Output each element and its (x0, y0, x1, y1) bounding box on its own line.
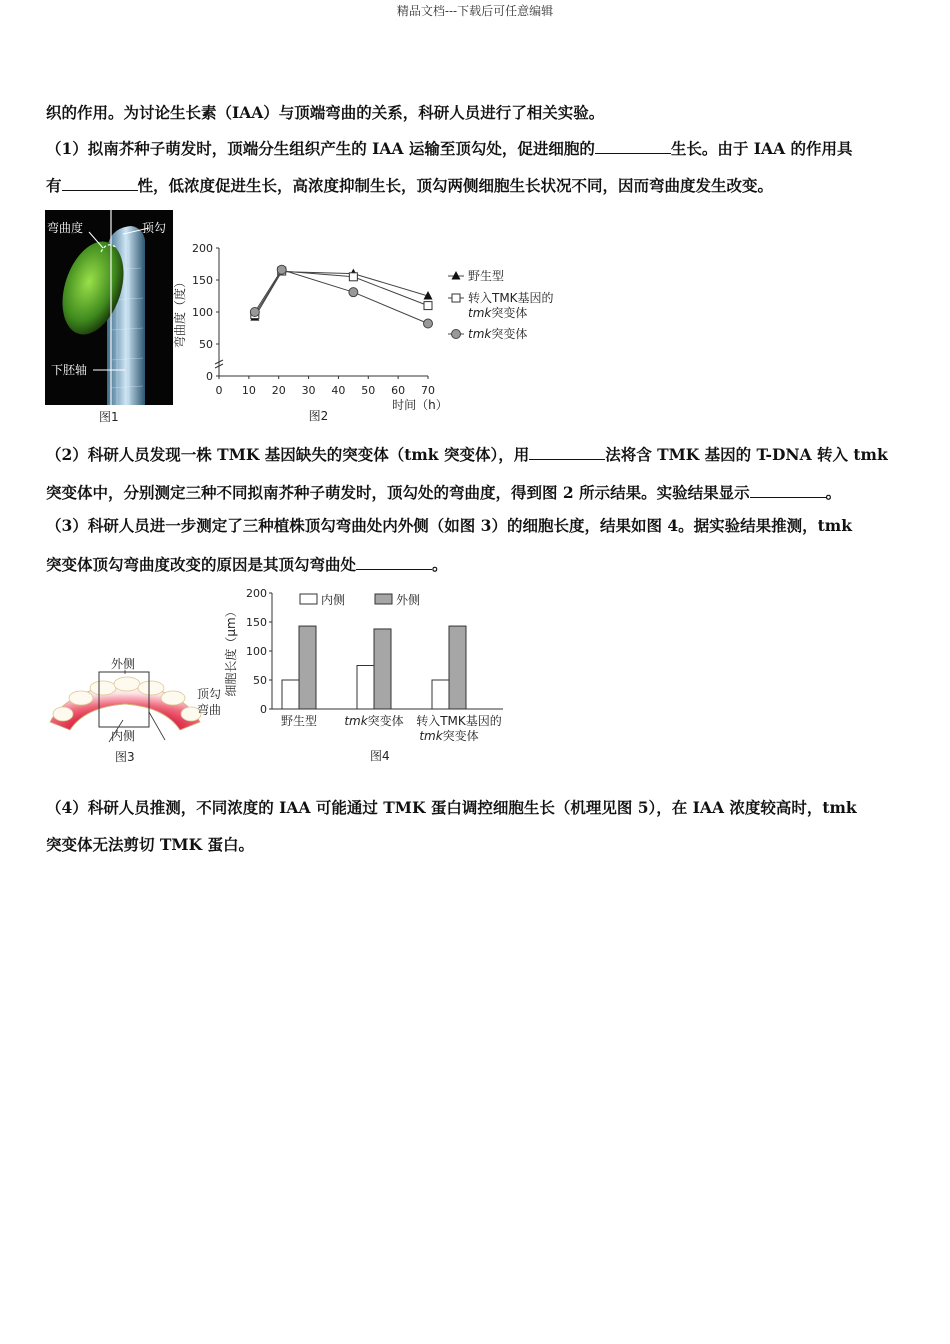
question-3-line-2 (46, 553, 906, 576)
q3-text-b: 突变体顶勾弯曲度改变的原因是其顶勾弯曲处 (46, 555, 357, 574)
figure-3-caption: 图3 (115, 750, 135, 764)
y-tick-label: 200 (246, 587, 267, 600)
data-point-square (349, 273, 357, 281)
figure-3 (45, 652, 235, 762)
x-tick-label: 70 (421, 384, 435, 397)
data-point-circle (250, 308, 259, 317)
q2-blank-1[interactable] (529, 443, 605, 460)
question-1-line-1 (46, 137, 906, 160)
hook-cell-diagram (45, 652, 235, 762)
x-tick-label: 50 (361, 384, 376, 397)
y-tick-label: 200 (192, 242, 213, 255)
legend-label: tmk突变体 (468, 327, 528, 341)
category-label: tmk突变体 (344, 714, 404, 728)
q3-blank-1[interactable] (356, 553, 432, 570)
label-curvature: 弯曲度 (47, 221, 84, 235)
legend-marker-triangle (452, 271, 461, 280)
y-tick-label: 0 (206, 370, 213, 383)
label-hook-line-2: 弯曲 (197, 703, 222, 717)
bar-outer (374, 629, 391, 709)
y-axis-label: 弯曲度（度） (173, 275, 187, 349)
legend-label: 外侧 (396, 593, 421, 607)
bar-inner (357, 666, 374, 710)
label-hook-line-1: 顶勾 (197, 687, 222, 701)
bending-line-chart (170, 236, 580, 426)
question-4-line-2: 突变体无法剪切 TMK 蛋白。 (46, 835, 254, 854)
page-header: 精品文档---下载后可任意编辑 (396, 4, 554, 18)
question-4-line-1: （4）科研人员推测，不同浓度的 IAA 可能通过 TMK 蛋白调控细胞生长（机理见图 5），在 IAA 浓度较高时，tmk (46, 798, 857, 817)
bar-inner (432, 680, 449, 709)
y-axis-label: 细胞长度（μm） (224, 605, 238, 697)
legend-marker-circle (452, 330, 461, 339)
y-tick-label: 0 (260, 703, 267, 716)
legend-marker-square (452, 294, 460, 302)
question-3-line-1: （3）科研人员进一步测定了三种植株顶勾弯曲处内外侧（如图 3）的细胞长度，结果如图 4。据实验结果推测，tmk (46, 516, 852, 535)
figure-4-caption: 图4 (370, 749, 390, 763)
series-line-2 (255, 270, 428, 324)
y-tick-label: 150 (192, 274, 213, 287)
series-line-0 (255, 272, 428, 317)
bar-outer (299, 626, 316, 709)
category-label-line-2: tmk突变体 (419, 729, 479, 743)
series-line-1 (255, 271, 428, 315)
bar-outer (449, 626, 466, 709)
x-axis-label: 时间（h） (392, 398, 448, 412)
legend-swatch-inner (300, 594, 317, 604)
q1-text-c: 有 (46, 176, 62, 195)
figure-1 (45, 210, 173, 405)
data-point-square (424, 302, 432, 310)
q2-text-a: （2）科研人员发现一株 TMK 基因缺失的突变体（tmk 突变体），用 (46, 445, 530, 464)
q2-blank-2[interactable] (750, 481, 826, 498)
y-tick-label: 100 (192, 306, 213, 319)
category-label-line-1: 转入TMK基因的 (416, 714, 502, 728)
label-outer: 外侧 (111, 657, 136, 671)
x-tick-label: 30 (301, 384, 316, 397)
q3-text-c: 。 (432, 555, 448, 574)
figure-4 (215, 584, 515, 769)
y-tick-label: 150 (246, 616, 267, 629)
question-2-line-1 (46, 443, 906, 466)
cell-length-bar-chart (215, 584, 515, 769)
label-inner: 内侧 (111, 729, 136, 743)
x-tick-label: 60 (391, 384, 406, 397)
label-hypocotyl: 下胚轴 (51, 363, 88, 377)
q2-text-b: 法将含 TMK 基因的 T-DNA 转入 tmk (605, 445, 888, 464)
q1-blank-2[interactable] (62, 174, 138, 191)
category-label: 野生型 (280, 714, 318, 728)
data-point-circle (424, 319, 433, 328)
question-2-line-2 (46, 481, 906, 504)
x-tick-label: 40 (331, 384, 346, 397)
legend-label-line-1: 转入TMK基因的 (468, 291, 554, 305)
legend-label: 野生型 (468, 269, 505, 283)
q1-text-d: 性，低浓度促进生长，高浓度抑制生长，顶勾两侧细胞生长状况不同，因而弯曲度发生改变。 (137, 176, 774, 195)
data-point-circle (349, 288, 358, 297)
x-tick-label: 0 (215, 384, 223, 397)
bar-inner (282, 680, 299, 709)
figure-1-caption: 图1 (99, 410, 119, 424)
figure-2 (170, 236, 580, 426)
x-tick-label: 10 (241, 384, 256, 397)
q1-text-b: 生长。由于 IAA 的作用具 (670, 139, 853, 158)
q2-text-d: 。 (825, 483, 842, 502)
seedling-photo (45, 210, 173, 405)
legend-swatch-outer (375, 594, 392, 604)
question-1-line-2 (46, 174, 906, 197)
q2-text-c: 突变体中，分别测定三种不同拟南芥种子萌发时，顶勾处的弯曲度，得到图 2 所示结果。实验结果显示 (46, 483, 750, 502)
intro-text: 织的作用。为讨论生长素（IAA）与顶端弯曲的关系，科研人员进行了相关实验。 (46, 103, 605, 122)
data-point-circle (277, 265, 286, 274)
x-tick-label: 20 (271, 384, 286, 397)
q1-blank-1[interactable] (595, 137, 671, 154)
legend-label: 内侧 (321, 593, 346, 607)
y-tick-label: 50 (199, 338, 213, 351)
y-tick-label: 50 (253, 674, 267, 687)
y-tick-label: 100 (246, 645, 267, 658)
label-hook: 顶勾 (142, 221, 167, 235)
figure-2-caption: 图2 (308, 409, 329, 423)
q1-text-a: （1）拟南芥种子萌发时，顶端分生组织产生的 IAA 运输至顶勾处，促进细胞的 (46, 139, 595, 158)
legend-label-line-2: tmk突变体 (468, 306, 528, 320)
